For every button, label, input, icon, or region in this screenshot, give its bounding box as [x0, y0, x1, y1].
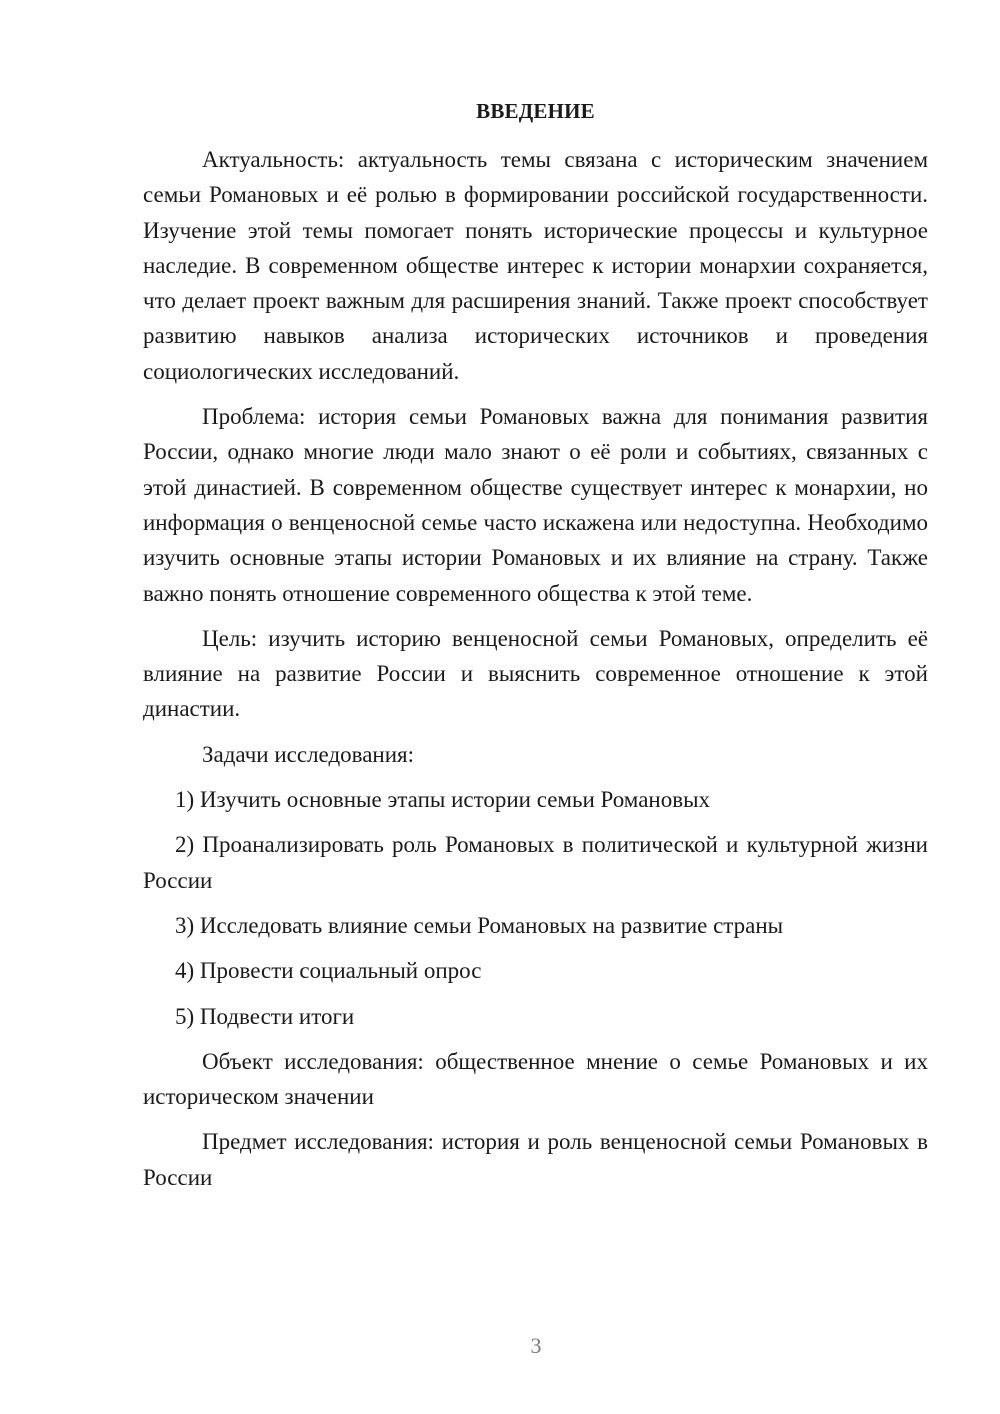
paragraph-relevance: Актуальность: актуальность темы связана с историческим значением семьи Романовых и её ролью в формировании российской государственности. Изучение этой темы помогает понять исторические процессы и культурное наследие. В современном обществе интерес к истории монархии сохраняется, что делает проект важным для расширения знаний. Также проект способствует развитию навыков анализа исторических источников и проведения социологических исследований.	[143, 147, 928, 384]
task-item-3: 3) Исследовать влияние семьи Романовых на развитие страны	[175, 912, 784, 938]
task-item-4: 4) Провести социальный опрос	[175, 958, 482, 984]
paragraph-subject: Предмет исследования: история и роль венценосной семьи Романовых в России	[143, 1129, 928, 1190]
paragraph-goal: Цель: изучить историю венценосной семьи Романовых, определить её влияние на развитие России и выяснить современное отношение к этой династии.	[143, 625, 928, 722]
page-number: 3	[530, 1333, 542, 1358]
section-heading: ВВЕДЕНИЕ	[476, 99, 595, 123]
body-text	[143, 142, 928, 1195]
task-item-1: 1) Изучить основные этапы истории семьи Романовых	[175, 787, 711, 813]
tasks-title: Задачи исследования:	[202, 741, 415, 767]
task-item-2: 2) Проанализировать роль Романовых в политической и культурной жизни России	[143, 832, 928, 893]
paragraph-object: Объект исследования: общественное мнение о семье Романовых и их историческом значении	[143, 1048, 928, 1110]
paragraph-problem: Проблема: история семьи Романовых важна для понимания развития России, однако многие люди мало знают о её роли и событиях, связанных с этой династией. В современном обществе существует интерес к монархии, но информация о венценосной семье часто искажена или недоступна. Необходимо изучить основные этапы истории Романовых и их влияние на страну. Также важно понять отношение современного общества к этой теме.	[143, 404, 928, 606]
task-item-5: 5) Подвести итоги	[175, 1003, 355, 1029]
